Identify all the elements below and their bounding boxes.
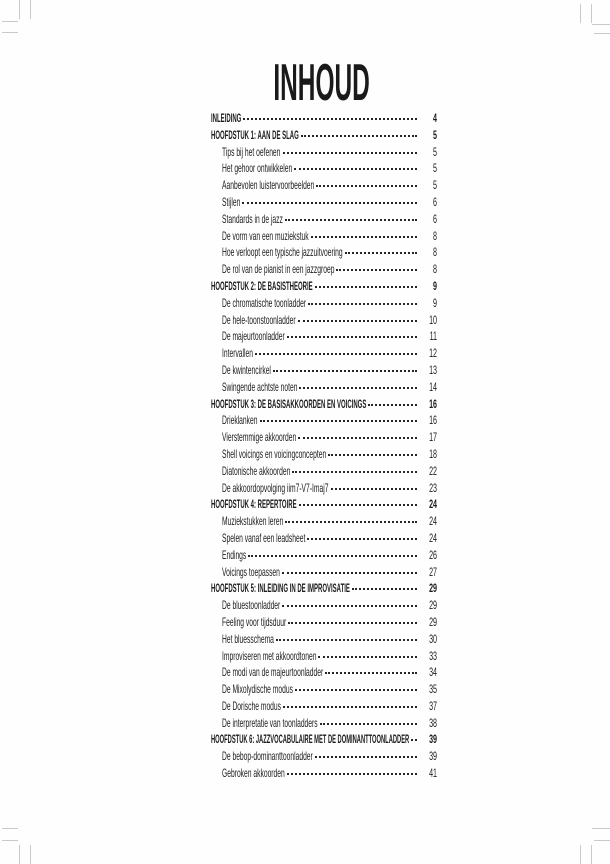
- toc-entry-page: 35: [429, 684, 437, 697]
- toc-entry: [211, 731, 437, 748]
- dot-leader: [295, 689, 417, 691]
- toc-entry-page: 29: [429, 600, 437, 613]
- toc-entry: [211, 496, 437, 513]
- toc-entry-page: 5: [433, 146, 437, 159]
- toc-entry: [211, 597, 437, 614]
- toc-entry-label: De hele-toonstoonladder: [222, 312, 296, 327]
- dot-leader: [273, 370, 417, 372]
- toc-entry-page: 12: [429, 348, 437, 361]
- crop-mark: [2, 32, 18, 33]
- toc-entry-label: De majeurtoonladder: [222, 329, 285, 344]
- dot-leader: [288, 622, 417, 624]
- toc-entry: [211, 110, 437, 127]
- dot-leader: [282, 605, 417, 607]
- toc-entry-page: 10: [429, 314, 437, 327]
- dot-leader: [368, 404, 417, 406]
- toc-entry: [211, 412, 437, 429]
- toc-entry-page: 30: [429, 633, 437, 646]
- toc-entry-label: HOOFDSTUK 4: REPERTOIRE: [211, 497, 297, 512]
- dot-leader: [298, 320, 417, 322]
- toc-entry-page: 8: [433, 264, 437, 277]
- crop-mark: [19, 845, 20, 864]
- toc-entry: [211, 681, 437, 698]
- toc-entry-page: 39: [429, 734, 437, 747]
- toc-entry: [211, 547, 437, 564]
- dot-leader: [285, 521, 417, 523]
- toc-entry-page: 13: [429, 364, 437, 377]
- toc-entry: [211, 446, 437, 463]
- toc-entry: [211, 715, 437, 732]
- dot-leader: [248, 555, 417, 557]
- dot-leader: [298, 437, 417, 439]
- toc-entry-page: 24: [429, 499, 437, 512]
- dot-leader: [336, 269, 417, 271]
- toc-entry: [211, 177, 437, 194]
- dot-leader: [283, 152, 417, 154]
- toc-entry-label: Voicings toepassen: [222, 564, 280, 579]
- crop-mark: [2, 21, 18, 22]
- dot-leader: [301, 135, 417, 137]
- toc-entry: [211, 664, 437, 681]
- crop-mark: [591, 845, 592, 864]
- toc-entry-page: 11: [429, 331, 437, 344]
- toc-entry-label: Het bluesschema: [222, 631, 274, 646]
- page-title-text: INHOUD: [273, 54, 371, 112]
- dot-leader: [318, 656, 417, 658]
- toc-entry-page: 39: [429, 751, 437, 764]
- toc-entry: [211, 580, 437, 597]
- crop-mark: [2, 828, 18, 829]
- toc-entry-page: 16: [429, 398, 437, 411]
- toc-entry-page: 18: [429, 448, 437, 461]
- crop-mark: [592, 24, 610, 25]
- toc-entry-label: De Dorische modus: [222, 698, 282, 713]
- toc-entry: [211, 698, 437, 715]
- toc-entry: [211, 513, 437, 530]
- toc-entry-page: 5: [433, 180, 437, 193]
- toc-entry: [211, 312, 437, 329]
- toc-entry-page: 6: [433, 213, 437, 226]
- toc-entry: [211, 480, 437, 497]
- toc-entry-page: 5: [433, 129, 437, 142]
- dot-leader: [331, 488, 418, 490]
- dot-leader: [308, 303, 417, 305]
- toc-entry-label: Aanbevolen luistervoorbeelden: [222, 178, 315, 193]
- toc-entry-label: Spelen vanaf een leadsheet: [222, 530, 306, 545]
- toc-entry-label: Tips bij het oefenen: [222, 144, 281, 159]
- dot-leader: [315, 286, 417, 288]
- dot-leader: [325, 672, 417, 674]
- dot-leader: [276, 639, 417, 641]
- dot-leader: [294, 168, 417, 170]
- toc-entry: [211, 144, 437, 161]
- toc-entry-page: 24: [429, 532, 437, 545]
- toc-entry-label: De akkoordopvolging iim7-V7-Imaj7: [222, 480, 329, 495]
- toc-entry-label: HOOFDSTUK 5: INLEIDING IN DE IMPROVISATIE: [211, 581, 350, 596]
- dot-leader: [283, 706, 417, 708]
- toc-entry: [211, 429, 437, 446]
- crop-mark: [2, 840, 18, 841]
- toc-entry-page: 33: [429, 650, 437, 663]
- crop-mark: [19, 0, 20, 19]
- toc-entry-label: Vierstemmige akkoorden: [222, 430, 297, 445]
- toc-entry-page: 23: [429, 482, 437, 495]
- toc-entry: [211, 160, 437, 177]
- page-title: [0, 54, 610, 112]
- toc-entry: [211, 345, 437, 362]
- crop-mark: [30, 845, 31, 864]
- crop-mark: [592, 828, 610, 829]
- toc-entry: [211, 463, 437, 480]
- toc-entry-label: Diatonische akkoorden: [222, 463, 291, 478]
- dot-leader: [285, 219, 417, 221]
- toc-entry: [211, 614, 437, 631]
- table-of-contents: [211, 110, 437, 782]
- toc-entry-label: De vorm van een muziekstuk: [222, 228, 309, 243]
- toc-entry: [211, 261, 437, 278]
- toc-entry-page: 26: [429, 549, 437, 562]
- dot-leader: [352, 588, 417, 590]
- toc-entry-label: Stijlen: [222, 194, 241, 209]
- dot-leader: [287, 773, 417, 775]
- toc-entry-page: 8: [433, 230, 437, 243]
- toc-entry: [211, 396, 437, 413]
- toc-entry-page: 4: [433, 113, 437, 125]
- toc-entry-label: Gebroken akkoorden: [222, 766, 285, 781]
- toc-entry-label: De bluestoonladder: [222, 598, 281, 613]
- dot-leader: [287, 336, 417, 338]
- dot-leader: [299, 387, 417, 389]
- toc-entry: [211, 127, 437, 144]
- toc-entry-page: 27: [429, 566, 437, 579]
- dot-leader: [315, 756, 417, 758]
- toc-entry-label: Endings: [222, 547, 247, 562]
- toc-entry-label: HOOFDSTUK 2: DE BASISTHEORIE: [211, 278, 313, 293]
- dot-leader: [307, 538, 417, 540]
- toc-entry-page: 29: [429, 616, 437, 629]
- toc-entry: [211, 765, 437, 782]
- toc-entry: [211, 362, 437, 379]
- toc-entry-page: 9: [433, 280, 437, 293]
- toc-entry-label: Swingende achtste noten: [222, 379, 298, 394]
- toc-entry-page: 22: [429, 465, 437, 478]
- dot-leader: [282, 572, 417, 574]
- toc-entry-page: 34: [429, 667, 437, 680]
- toc-entry: [211, 244, 437, 261]
- toc-entry-label: HOOFDSTUK 3: DE BASISAKKOORDEN EN VOICINGS: [211, 396, 367, 411]
- toc-entry-page: 16: [429, 415, 437, 428]
- toc-entry-label: HOOFDSTUK 6: JAZZVOCABULAIRE MET DE DOMINANTTOONLADDER: [211, 732, 410, 747]
- toc-entry-page: 17: [429, 432, 437, 445]
- crop-mark: [580, 845, 581, 864]
- toc-entry-label: De bebop-dominanttoonladder: [222, 749, 313, 764]
- dot-leader: [242, 202, 417, 204]
- dot-leader: [316, 185, 417, 187]
- toc-entry-page: 8: [433, 247, 437, 260]
- toc-entry-label: Standards in de jazz: [222, 211, 283, 226]
- toc-entry-label: Shell voicings en voicingconcepten: [222, 446, 327, 461]
- crop-mark: [594, 840, 610, 841]
- toc-entry-label: De modi van de majeurtoonladder: [222, 665, 324, 680]
- crop-mark: [30, 0, 31, 19]
- toc-entry-page: 5: [433, 163, 437, 176]
- toc-entry-label: De rol van de pianist in een jazzgroep: [222, 262, 335, 277]
- toc-entry-label: Muziekstukken leren: [222, 514, 284, 529]
- toc-entry: [211, 328, 437, 345]
- toc-entry-label: De chromatische toonladder: [222, 295, 307, 310]
- toc-entry-page: 14: [429, 381, 437, 394]
- toc-entry-label: Improviseren met akkoordtonen: [222, 648, 317, 663]
- toc-entry: [211, 379, 437, 396]
- toc-entry-page: 38: [429, 717, 437, 730]
- crop-mark: [594, 33, 610, 34]
- toc-entry-page: 24: [429, 516, 437, 529]
- toc-entry-page: 37: [429, 700, 437, 713]
- toc-entry: [211, 228, 437, 245]
- dot-leader: [260, 420, 417, 422]
- toc-entry: [211, 748, 437, 765]
- toc-entry-page: 41: [429, 768, 437, 781]
- dot-leader: [345, 252, 417, 254]
- dot-leader: [299, 504, 417, 506]
- toc-entry: [211, 564, 437, 581]
- toc-entry: [211, 194, 437, 211]
- toc-entry-page: 6: [433, 196, 437, 209]
- dot-leader: [255, 353, 417, 355]
- toc-entry: [211, 631, 437, 648]
- toc-entry: [211, 295, 437, 312]
- dot-leader: [328, 454, 417, 456]
- toc-entry-label: De Mixolydische modus: [222, 682, 293, 697]
- toc-entry-label: Intervallen: [222, 346, 254, 361]
- toc-entry: [211, 648, 437, 665]
- dot-leader: [411, 739, 417, 741]
- toc-entry-label: Feeling voor tijdsduur: [222, 614, 287, 629]
- toc-entry-label: De kwintencirkel: [222, 362, 271, 377]
- dot-leader: [292, 471, 417, 473]
- toc-entry: [211, 530, 437, 547]
- toc-entry: [211, 278, 437, 295]
- toc-entry-label: Drieklanken: [222, 413, 258, 428]
- toc-entry-label: De interpretatie van toonladders: [222, 715, 318, 730]
- toc-entry-page: 9: [433, 297, 437, 310]
- toc-entry-label: INLEIDING: [211, 111, 242, 125]
- crop-mark: [591, 4, 592, 23]
- toc-entry-label: Hoe verloopt een typische jazzuitvoering: [222, 245, 343, 260]
- toc-entry: [211, 211, 437, 228]
- toc-entry-page: 29: [429, 583, 437, 596]
- toc-entry-label: Het gehoor ontwikkelen: [222, 161, 293, 176]
- dot-leader: [243, 118, 417, 120]
- toc-entry-label: HOOFDSTUK 1: AAN DE SLAG: [211, 127, 299, 142]
- dot-leader: [311, 236, 417, 238]
- dot-leader: [320, 723, 417, 725]
- crop-mark: [580, 4, 581, 23]
